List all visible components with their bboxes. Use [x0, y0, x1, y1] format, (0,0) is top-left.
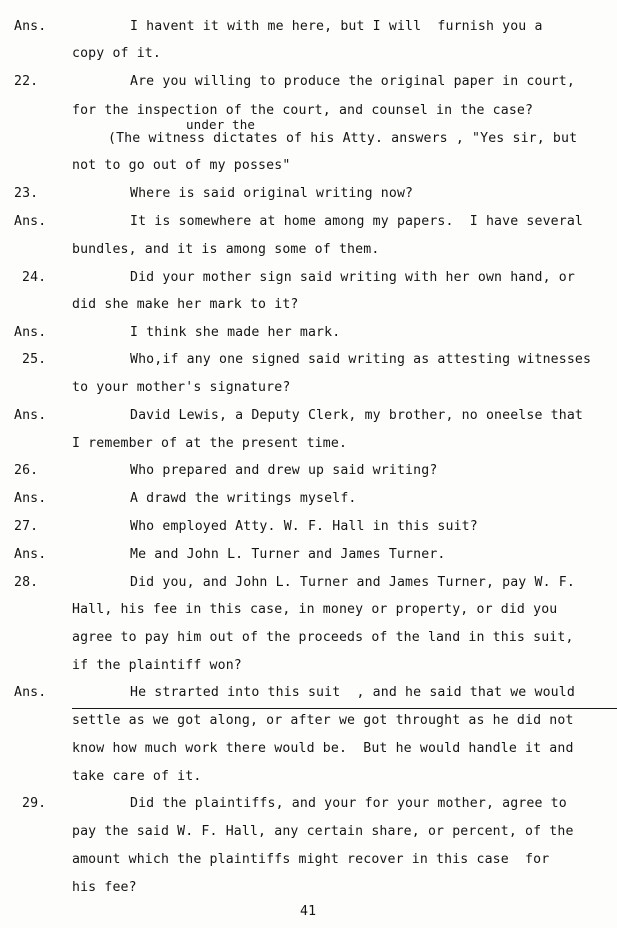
question-text: Who employed Atty. W. F. Hall in this suit? — [130, 519, 478, 534]
question-number: 28. — [14, 575, 39, 590]
answer-label: Ans. — [14, 547, 47, 562]
continuation-text: did she make her mark to it? — [72, 297, 299, 312]
answer-label: Ans. — [14, 408, 47, 423]
question-text: Who,if any one signed said writing as attesting witnesses — [130, 352, 592, 367]
continuation-text: amount which the plaintiffs might recover in this case for — [72, 852, 550, 867]
question-number: 23. — [14, 186, 39, 201]
answer-label: Ans. — [14, 491, 47, 506]
continuation-text: I remember of at the present time. — [72, 436, 348, 451]
answer-text: It is somewhere at home among my papers. I have several — [130, 214, 584, 229]
continuation-text: his fee? — [72, 880, 137, 895]
continuation-text: pay the said W. F. Hall, any certain share, or percent, of the — [72, 824, 574, 839]
page-number: 41 — [300, 904, 317, 919]
question-number: 24. — [22, 270, 47, 285]
continuation-text: know how much work there would be. But he would handle it and — [72, 741, 574, 756]
continuation-text: agree to pay him out of the proceeds of the land in this suit, — [72, 630, 574, 645]
continuation-text: settle as we got along, or after we got throught as he did not — [72, 713, 574, 728]
question-text: Are you willing to produce the original paper in court, — [130, 74, 575, 89]
question-number: 22. — [14, 74, 39, 89]
continuation-text: for the inspection of the court, and counsel in the case? — [72, 103, 534, 118]
answer-text: I havent it with me here, but I will furnish you a — [130, 19, 543, 34]
answer-label: Ans. — [14, 19, 47, 34]
question-text: Did your mother sign said writing with her own hand, or — [130, 270, 575, 285]
question-number: 27. — [14, 519, 39, 534]
question-text: Did you, and John L. Turner and James Turner, pay W. F. — [130, 575, 575, 590]
interlinear-insertion: under the — [186, 117, 256, 132]
continuation-text: take care of it. — [72, 769, 202, 784]
continuation-text: copy of it. — [72, 46, 161, 61]
continuation-text: if the plaintiff won? — [72, 658, 242, 673]
question-number: 29. — [22, 796, 47, 811]
continuation-text: not to go out of my posses" — [72, 158, 291, 173]
question-number: 25. — [22, 352, 47, 367]
continuation-text: to your mother's signature? — [72, 380, 291, 395]
answer-label: Ans. — [14, 685, 47, 700]
question-text: Who prepared and drew up said writing? — [130, 463, 438, 478]
answer-text: David Lewis, a Deputy Clerk, my brother, no oneelse that — [130, 408, 584, 423]
answer-text: He strarted into this suit , and he said that we would — [130, 685, 575, 700]
continuation-text: Hall, his fee in this case, in money or property, or did you — [72, 602, 558, 617]
answer-label: Ans. — [14, 325, 47, 340]
continuation-text: bundles, and it is among some of them. — [72, 242, 380, 257]
answer-label: Ans. — [14, 214, 47, 229]
answer-text: I think she made her mark. — [130, 325, 341, 340]
answer-text: Me and John L. Turner and James Turner. — [130, 547, 446, 562]
question-text: Where is said original writing now? — [130, 186, 414, 201]
answer-text: A drawd the writings myself. — [130, 491, 357, 506]
question-text: Did the plaintiffs, and your for your mother, agree to — [130, 796, 567, 811]
horizontal-rule — [72, 708, 617, 710]
question-number: 26. — [14, 463, 39, 478]
parenthetical-text: (The witness dictates of his Atty. answers , "Yes sir, but — [108, 131, 578, 146]
